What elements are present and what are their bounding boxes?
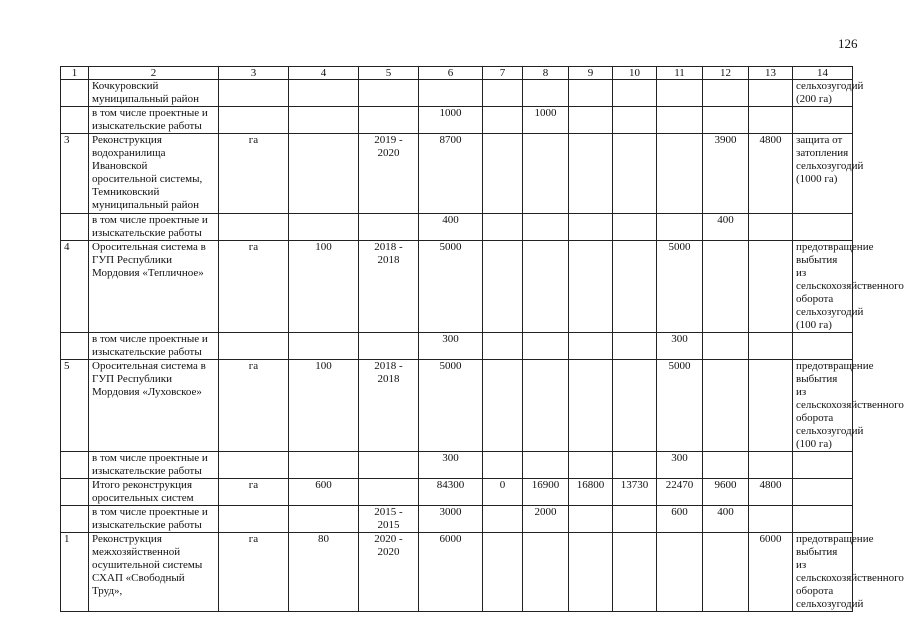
table-cell: 3900 bbox=[703, 134, 749, 214]
table-cell: 400 bbox=[703, 506, 749, 533]
table-cell: 5000 bbox=[419, 241, 483, 333]
table-cell bbox=[793, 452, 853, 479]
table-cell: предотвращение выбытия из сельскохозяйственного оборота сельхозугодий (100 га) bbox=[793, 360, 853, 452]
table-cell bbox=[289, 134, 359, 214]
header-cell: 7 bbox=[483, 67, 523, 80]
table-cell bbox=[61, 452, 89, 479]
header-row bbox=[61, 67, 853, 80]
table-cell bbox=[523, 533, 569, 612]
table-cell bbox=[703, 80, 749, 107]
header-cell: 3 bbox=[219, 67, 289, 80]
table-cell bbox=[657, 80, 703, 107]
table-cell bbox=[483, 533, 523, 612]
table-cell bbox=[523, 333, 569, 360]
table-cell bbox=[483, 452, 523, 479]
table-cell: 1000 bbox=[523, 107, 569, 134]
table-cell: 600 bbox=[289, 479, 359, 506]
table-cell bbox=[523, 214, 569, 241]
table-cell bbox=[613, 241, 657, 333]
table-row bbox=[61, 107, 853, 134]
table-cell: Кочкуровский муниципальный район bbox=[89, 80, 219, 107]
table-row bbox=[61, 360, 853, 452]
table-cell: 400 bbox=[419, 214, 483, 241]
table-cell: 2020 - 2020 bbox=[359, 533, 419, 612]
table-cell: 4 bbox=[61, 241, 89, 333]
table-cell bbox=[61, 80, 89, 107]
table-cell: Реконструкция межхозяйственной осушительной системы СХАП «Свободный Труд», bbox=[89, 533, 219, 612]
table-cell bbox=[613, 360, 657, 452]
table-cell bbox=[657, 533, 703, 612]
table-cell bbox=[483, 134, 523, 214]
table-row bbox=[61, 134, 853, 214]
table-cell bbox=[419, 80, 483, 107]
table-cell bbox=[523, 452, 569, 479]
header-cell: 6 bbox=[419, 67, 483, 80]
table-cell bbox=[61, 479, 89, 506]
table-cell bbox=[483, 107, 523, 134]
table-row bbox=[61, 533, 853, 612]
table-cell: 100 bbox=[289, 360, 359, 452]
table-cell: Итого реконструкция оросительных систем bbox=[89, 479, 219, 506]
table-cell bbox=[793, 107, 853, 134]
header-cell: 13 bbox=[749, 67, 793, 80]
table-cell bbox=[569, 360, 613, 452]
table-cell bbox=[359, 452, 419, 479]
table-cell bbox=[749, 333, 793, 360]
table-cell bbox=[483, 506, 523, 533]
page-number: 126 bbox=[838, 36, 858, 51]
table-cell bbox=[749, 241, 793, 333]
table-cell bbox=[793, 333, 853, 360]
table-cell: 13730 bbox=[613, 479, 657, 506]
table-row bbox=[61, 241, 853, 333]
table-cell bbox=[289, 452, 359, 479]
header-cell: 12 bbox=[703, 67, 749, 80]
table-cell bbox=[569, 107, 613, 134]
table-cell bbox=[219, 452, 289, 479]
table-cell bbox=[613, 107, 657, 134]
table-cell: в том числе проектные и изыскательские работы bbox=[89, 214, 219, 241]
table-cell: 300 bbox=[657, 452, 703, 479]
table-cell bbox=[359, 80, 419, 107]
table-cell: сельхозугодий (200 га) bbox=[793, 80, 853, 107]
table-cell bbox=[569, 241, 613, 333]
table-cell: 9600 bbox=[703, 479, 749, 506]
table-cell: 2019 - 2020 bbox=[359, 134, 419, 214]
table-cell: 3 bbox=[61, 134, 89, 214]
table-cell bbox=[359, 479, 419, 506]
header-cell: 11 bbox=[657, 67, 703, 80]
table-cell: 5 bbox=[61, 360, 89, 452]
table-cell: 5000 bbox=[657, 360, 703, 452]
table-cell: Оросительная система в ГУП Республики Мордовия «Тепличное» bbox=[89, 241, 219, 333]
table-cell bbox=[483, 333, 523, 360]
table-cell bbox=[359, 107, 419, 134]
table-cell bbox=[219, 214, 289, 241]
table-cell: га bbox=[219, 241, 289, 333]
table-cell bbox=[703, 241, 749, 333]
table-cell bbox=[483, 241, 523, 333]
table-cell bbox=[569, 506, 613, 533]
table-cell: 5000 bbox=[657, 241, 703, 333]
table-cell bbox=[289, 333, 359, 360]
table-cell: 16800 bbox=[569, 479, 613, 506]
table-cell: 84300 bbox=[419, 479, 483, 506]
table-cell bbox=[793, 479, 853, 506]
table-cell bbox=[749, 452, 793, 479]
table-cell bbox=[749, 107, 793, 134]
table-cell bbox=[61, 506, 89, 533]
table-cell bbox=[703, 333, 749, 360]
header-cell: 8 bbox=[523, 67, 569, 80]
table-cell bbox=[657, 107, 703, 134]
table-cell bbox=[613, 214, 657, 241]
table-cell bbox=[613, 134, 657, 214]
table-row bbox=[61, 479, 853, 506]
table-cell: 2000 bbox=[523, 506, 569, 533]
table-cell bbox=[483, 360, 523, 452]
table-cell: 2018 - 2018 bbox=[359, 360, 419, 452]
table-cell bbox=[219, 107, 289, 134]
table-cell: в том числе проектные и изыскательские работы bbox=[89, 452, 219, 479]
table-cell: 2015 - 2015 bbox=[359, 506, 419, 533]
table-cell bbox=[523, 80, 569, 107]
data-table bbox=[60, 66, 904, 612]
table-cell bbox=[289, 214, 359, 241]
table-cell bbox=[613, 506, 657, 533]
header-cell: 1 bbox=[61, 67, 89, 80]
table-cell bbox=[793, 214, 853, 241]
table-cell bbox=[523, 360, 569, 452]
table-cell bbox=[483, 80, 523, 107]
table-cell bbox=[569, 452, 613, 479]
table-cell: га bbox=[219, 360, 289, 452]
table-cell bbox=[219, 506, 289, 533]
table-cell bbox=[219, 333, 289, 360]
table-cell bbox=[289, 107, 359, 134]
table-cell: 6000 bbox=[749, 533, 793, 612]
table-cell: 400 bbox=[703, 214, 749, 241]
table-cell: в том числе проектные и изыскательские работы bbox=[89, 333, 219, 360]
table-cell: 300 bbox=[419, 333, 483, 360]
table-cell bbox=[793, 506, 853, 533]
table-cell bbox=[569, 134, 613, 214]
table-cell: га bbox=[219, 479, 289, 506]
table-cell: 1 bbox=[61, 533, 89, 612]
header-cell: 5 bbox=[359, 67, 419, 80]
table-cell: 80 bbox=[289, 533, 359, 612]
table-cell bbox=[523, 134, 569, 214]
table-row bbox=[61, 506, 853, 533]
table-cell bbox=[703, 360, 749, 452]
table-cell bbox=[749, 214, 793, 241]
table-cell: 4800 bbox=[749, 479, 793, 506]
table-cell: 100 bbox=[289, 241, 359, 333]
table-cell: 3000 bbox=[419, 506, 483, 533]
table-row bbox=[61, 452, 853, 479]
header-cell: 10 bbox=[613, 67, 657, 80]
table-cell: в том числе проектные и изыскательские работы bbox=[89, 506, 219, 533]
table-cell: 2018 - 2018 bbox=[359, 241, 419, 333]
table-cell: предотвращение выбытия из сельскохозяйственного оборота сельхозугодий bbox=[793, 533, 853, 612]
header-cell: 4 bbox=[289, 67, 359, 80]
table-cell: 0 bbox=[483, 479, 523, 506]
header-cell: 2 bbox=[89, 67, 219, 80]
table-cell bbox=[289, 80, 359, 107]
table-cell bbox=[61, 333, 89, 360]
table-cell bbox=[657, 134, 703, 214]
table-cell: 1000 bbox=[419, 107, 483, 134]
table-cell: Реконструкция водохранилища Ивановской оросительной системы, Темниковский муниципальный район bbox=[89, 134, 219, 214]
table-row bbox=[61, 214, 853, 241]
table-cell: 6000 bbox=[419, 533, 483, 612]
table-cell: 300 bbox=[657, 333, 703, 360]
table-cell: предотвращение выбытия из сельскохозяйственного оборота сельхозугодий (100 га) bbox=[793, 241, 853, 333]
table-cell: 5000 bbox=[419, 360, 483, 452]
table-cell bbox=[359, 214, 419, 241]
table-cell: 16900 bbox=[523, 479, 569, 506]
table-cell: 300 bbox=[419, 452, 483, 479]
table-cell bbox=[749, 80, 793, 107]
table-cell: 4800 bbox=[749, 134, 793, 214]
table-cell: защита от затопления сельхозугодий (1000 га) bbox=[793, 134, 853, 214]
table-cell: 22470 bbox=[657, 479, 703, 506]
header-cell: 9 bbox=[569, 67, 613, 80]
table-cell bbox=[219, 80, 289, 107]
table-cell: га bbox=[219, 533, 289, 612]
table-cell bbox=[569, 214, 613, 241]
table-cell: Оросительная система в ГУП Республики Мордовия «Луховское» bbox=[89, 360, 219, 452]
table-cell bbox=[749, 506, 793, 533]
table-cell bbox=[61, 214, 89, 241]
table-row bbox=[61, 333, 853, 360]
table-cell: 8700 bbox=[419, 134, 483, 214]
header-cell: 14 bbox=[793, 67, 853, 80]
table-cell bbox=[703, 107, 749, 134]
table-cell bbox=[569, 533, 613, 612]
table-cell bbox=[569, 333, 613, 360]
table-cell bbox=[289, 506, 359, 533]
table-row bbox=[61, 80, 853, 107]
table-cell bbox=[613, 533, 657, 612]
table-cell bbox=[613, 80, 657, 107]
table-cell bbox=[613, 452, 657, 479]
table-cell bbox=[359, 333, 419, 360]
table-cell bbox=[569, 80, 613, 107]
table-cell bbox=[703, 452, 749, 479]
table-cell: в том числе проектные и изыскательские работы bbox=[89, 107, 219, 134]
table-cell: га bbox=[219, 134, 289, 214]
table-cell bbox=[483, 214, 523, 241]
table-cell bbox=[749, 360, 793, 452]
table-cell: 600 bbox=[657, 506, 703, 533]
table-cell bbox=[523, 241, 569, 333]
table-cell bbox=[613, 333, 657, 360]
table-cell bbox=[703, 533, 749, 612]
table-cell bbox=[61, 107, 89, 134]
table-cell bbox=[657, 214, 703, 241]
